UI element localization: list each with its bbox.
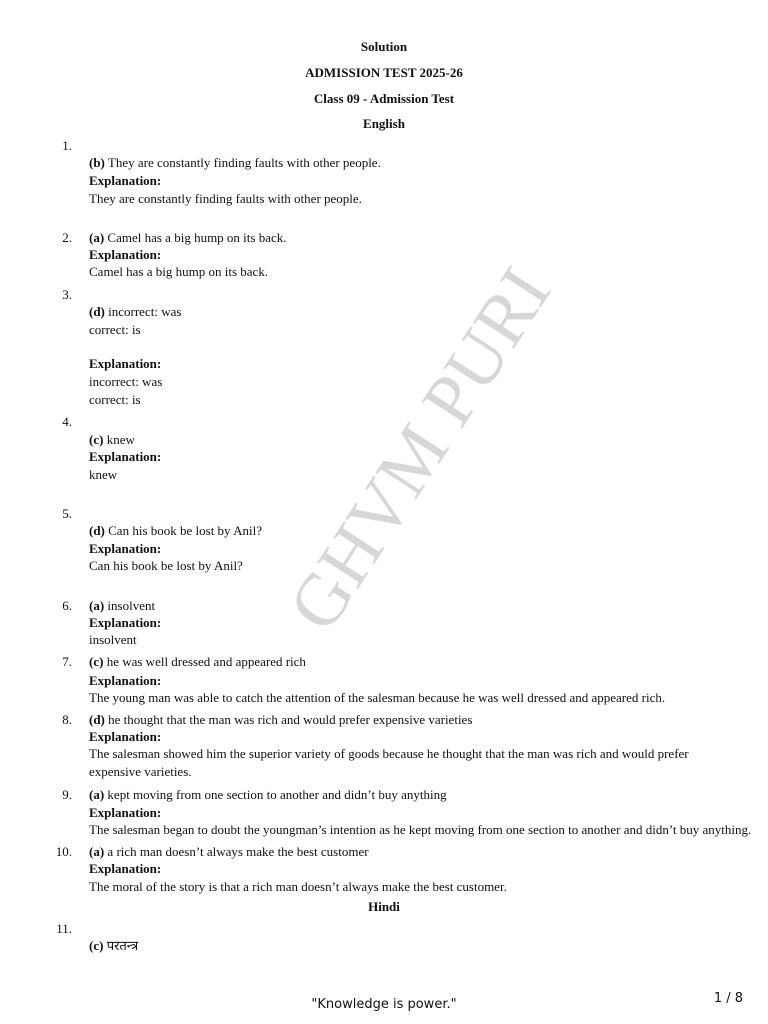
explanation-text: Can his book be lost by Anil? — [89, 558, 243, 573]
answer-option: (c) — [89, 938, 104, 953]
explanation-label: Explanation: — [89, 449, 162, 464]
explanation-label: Explanation: — [89, 729, 162, 744]
question-number: 9. — [62, 787, 72, 802]
explanation-label: Explanation: — [89, 673, 162, 688]
explanation-label: Explanation: — [89, 541, 162, 556]
answer-text: kept moving from one section to another and didn’t buy anything — [107, 787, 447, 802]
explanation-text: Camel has a big hump on its back. — [89, 264, 269, 279]
explanation-text: The salesman showed him the superior variety of goods because he thought that the man was rich and would prefer expensive varieties. — [89, 746, 689, 779]
explanation-label: Explanation: — [89, 861, 162, 876]
answer-text: knew — [106, 432, 135, 447]
answer-line — [89, 523, 262, 539]
answer-line — [89, 230, 287, 246]
answer-option: (c) — [89, 654, 104, 669]
answer-option: (d) — [89, 304, 105, 319]
question-number: 4. — [62, 414, 72, 429]
section-hindi-heading: Hindi — [368, 899, 400, 914]
answer-text: he thought that the man was rich and would prefer expensive varieties — [108, 712, 473, 727]
explanation-text: The young man was able to catch the attention of the salesman because he was well dressed and appeared rich. — [89, 690, 666, 705]
explanation-text: The salesman began to doubt the youngman’s intention as he kept moving from one section to another and didn’t buy anything. — [89, 822, 752, 837]
answer-line — [89, 844, 369, 860]
explanation-text: knew — [89, 467, 118, 482]
question-number: 8. — [62, 712, 72, 727]
answer-text: he was well dressed and appeared rich — [106, 654, 306, 669]
answer-line — [89, 787, 447, 803]
explanation-text: They are constantly finding faults with other people. — [89, 191, 362, 206]
answer-option: (d) — [89, 523, 105, 538]
solution-title: Solution — [360, 39, 408, 54]
answer-line — [89, 712, 472, 728]
answer-text: Camel has a big hump on its back. — [107, 230, 287, 245]
answer-text-line2: correct: is — [89, 322, 141, 337]
answer-text: They are constantly finding faults with other people. — [107, 155, 381, 170]
explanation-text-line2: correct: is — [89, 392, 141, 407]
answer-line — [89, 938, 138, 954]
section-english-heading: English — [363, 116, 405, 131]
explanation-label: Explanation: — [89, 805, 162, 820]
answer-line — [89, 598, 155, 614]
answer-option: (a) — [89, 598, 105, 613]
answer-line — [89, 432, 135, 448]
answer-line — [89, 304, 181, 320]
class-title: Class 09 - Admission Test — [313, 91, 455, 106]
question-number: 5. — [62, 506, 72, 521]
watermark: GHVM PURI — [273, 253, 567, 645]
answer-option: (a) — [89, 787, 105, 802]
answer-option: (d) — [89, 712, 105, 727]
explanation-label: Explanation: — [89, 615, 162, 630]
explanation-label: Explanation: — [89, 356, 162, 371]
question-number: 3. — [62, 287, 72, 302]
answer-line — [89, 155, 381, 171]
question-number: 7. — [62, 654, 72, 669]
question-number: 6. — [62, 598, 72, 613]
question-number: 1. — [62, 138, 72, 153]
answer-text: Can his book be lost by Anil? — [108, 523, 262, 538]
test-title: ADMISSION TEST 2025-26 — [305, 65, 463, 80]
answer-option: (b) — [89, 155, 105, 170]
question-number: 2. — [62, 230, 72, 245]
page-number: 1 / 8 — [713, 991, 743, 1006]
explanation-label: Explanation: — [89, 173, 162, 188]
explanation-text: insolvent — [89, 632, 137, 647]
answer-option: (c) — [89, 432, 104, 447]
question-number: 11. — [56, 921, 72, 936]
explanation-text: incorrect: was — [89, 374, 163, 389]
answer-text: a rich man doesn’t always make the best customer — [107, 844, 369, 859]
answer-text: परतन्त्र — [106, 938, 139, 953]
explanation-label: Explanation: — [89, 247, 162, 262]
question-number: 10. — [55, 844, 72, 859]
footer-quote: "Knowledge is power." — [311, 997, 457, 1012]
answer-text: incorrect: was — [108, 304, 182, 319]
answer-text: insolvent — [107, 598, 156, 613]
answer-line — [89, 654, 306, 670]
answer-option: (a) — [89, 844, 105, 859]
explanation-text: The moral of the story is that a rich man doesn’t always make the best customer. — [89, 879, 507, 894]
answer-option: (a) — [89, 230, 105, 245]
